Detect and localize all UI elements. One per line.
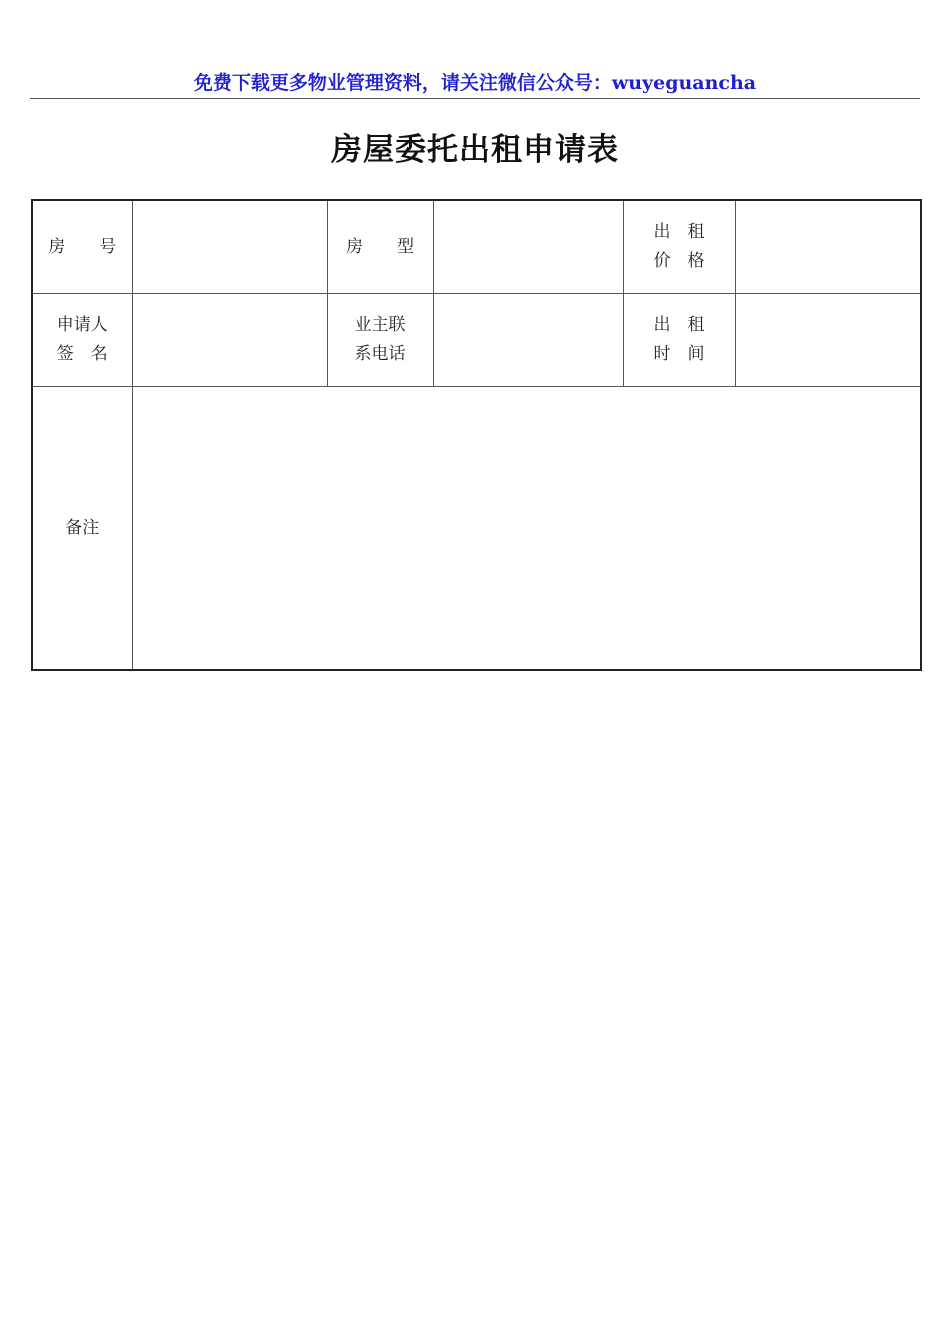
header-banner: 免费下载更多物业管理资料，请关注微信公众号：wuyeguancha [193,72,757,94]
form-row-3 [32,387,921,671]
room-number-label: 房 号 [32,200,132,294]
applicant-signature-label: 申请人 签 名 [32,294,132,387]
owner-phone-label: 业主联 系电话 [327,294,433,387]
form-row-2 [32,294,921,387]
remarks-field[interactable] [132,387,921,671]
header-divider [30,98,920,99]
rent-time-label: 出 租 时 间 [623,294,735,387]
document-title: 房屋委托出租申请表 [331,132,619,168]
rent-price-label: 出 租 价 格 [623,200,735,294]
rental-application-form [31,199,922,671]
room-type-label: 房 型 [327,200,433,294]
owner-phone-field[interactable] [433,294,623,387]
applicant-signature-field[interactable] [132,294,327,387]
form-row-1 [32,200,921,294]
remarks-label: 备注 [32,387,132,671]
rent-time-field[interactable] [735,294,921,387]
room-number-field[interactable] [132,200,327,294]
rent-price-field[interactable] [735,200,921,294]
room-type-field[interactable] [433,200,623,294]
